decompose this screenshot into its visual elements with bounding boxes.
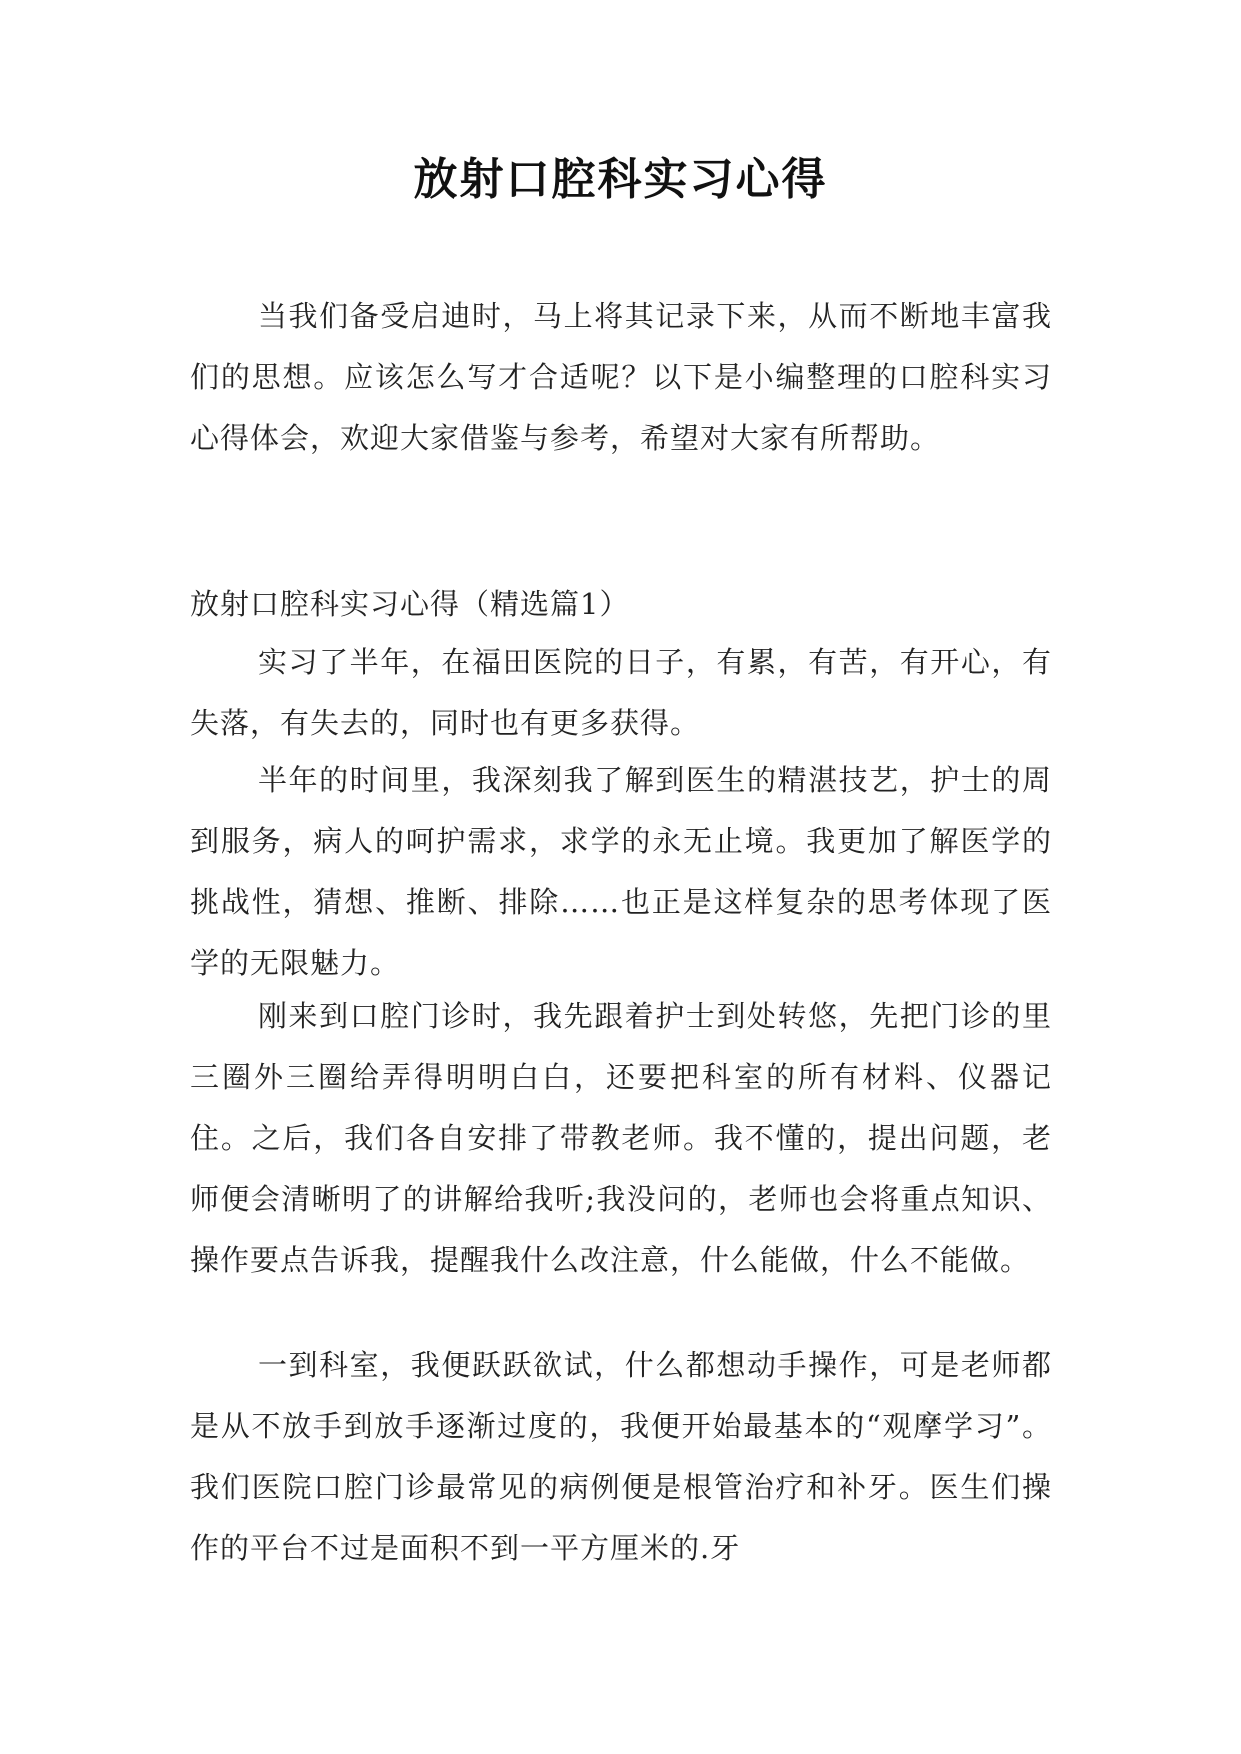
body-paragraph-2: 半年的时间里，我深刻我了解到医生的精湛技艺，护士的周到服务，病人的呵护需求，求学的永无止境。我更加了解医学的挑战性，猜想、推断、排除……也正是这样复杂的思考体现了医学的无限魅力。 bbox=[190, 763, 1052, 980]
body-paragraph-1: 实习了半年，在福田医院的日子，有累，有苦，有开心，有失落，有失去的，同时也有更多获得。 bbox=[190, 645, 1052, 740]
section-heading: 放射口腔科实习心得（精选篇1） bbox=[190, 587, 630, 621]
document-title: 放射口腔科实习心得 bbox=[413, 154, 828, 205]
body-paragraph-4: 一到科室，我便跃跃欲试，什么都想动手操作，可是老师都是从不放手到放手逐渐过度的，我便开始最基本的“观摩学习”。我们医院口腔门诊最常见的病例便是根管治疗和补牙。医生们操作的平台不过是面积不到一平方厘米的.牙 bbox=[190, 1348, 1052, 1565]
intro-paragraph: 当我们备受启迪时，马上将其记录下来，从而不断地丰富我们的思想。应该怎么写才合适呢？以下是小编整理的口腔科实习心得体会，欢迎大家借鉴与参考，希望对大家有所帮助。 bbox=[190, 299, 1052, 455]
body-paragraph-3: 刚来到口腔门诊时，我先跟着护士到处转悠，先把门诊的里三圈外三圈给弄得明明白白，还要把科室的所有材料、仪器记住。之后，我们各自安排了带教老师。我不懂的，提出问题，老师便会清晰明了的讲解给我听;我没问的，老师也会将重点知识、操作要点告诉我，提醒我什么改注意，什么能做，什么不能做。 bbox=[190, 999, 1052, 1277]
